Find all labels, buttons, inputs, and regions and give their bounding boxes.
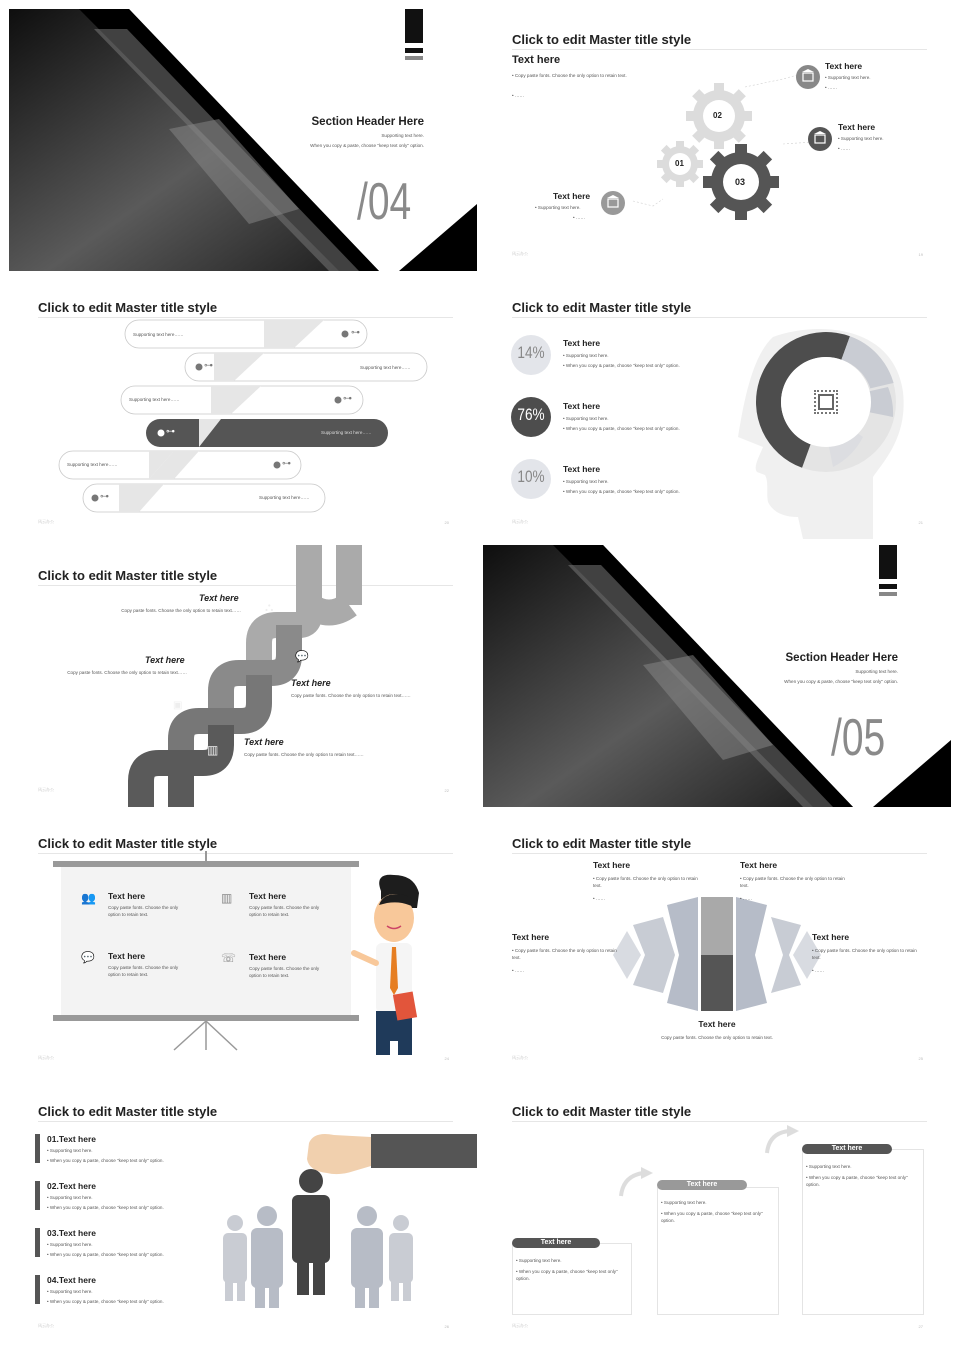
slide-steps[interactable] — [483, 1081, 951, 1343]
item-1-bullet-1: • Supporting text here. — [563, 353, 609, 360]
page-number: 19 — [918, 252, 923, 257]
footer-brand: 风云办公 — [512, 1323, 528, 1328]
item-2-bullet-1: • Supporting text here. — [563, 416, 609, 423]
page-number: 24 — [444, 1056, 449, 1061]
chip-icon — [818, 394, 834, 410]
hierarchy-icon: ⊶ — [204, 360, 213, 370]
hierarchy-icon: ⊶ — [282, 458, 291, 468]
footer-brand: 风云办公 — [512, 1055, 528, 1060]
slide-section-05[interactable] — [483, 545, 951, 807]
pill-text-3: Supporting text here…… — [129, 397, 180, 402]
mid-right-bullet-2: • …… — [812, 968, 824, 975]
step-1-tab: Text here — [512, 1238, 600, 1248]
page-number: 27 — [918, 1324, 923, 1329]
pill-text-1: Supporting text here…… — [133, 332, 184, 337]
businessman-illustration — [354, 875, 419, 1055]
bottom-body: Copy paste fonts. Choose the only option to retain text. — [661, 1035, 773, 1040]
cell-4-heading: Text here — [249, 952, 287, 962]
pill-text-6: Supporting text here…… — [259, 495, 310, 500]
page-number: 20 — [444, 520, 449, 525]
item-1-bullet-2: • When you copy & paste, choose "keep text only" option. — [47, 1158, 164, 1165]
cell-3-body: Copy paste fonts. Choose the only option to retain text. — [108, 965, 179, 977]
slide-gears[interactable] — [483, 9, 951, 271]
main-bullet-2: • …… — [512, 93, 524, 100]
item-2-bullet-1: • Supporting text here. — [47, 1195, 93, 1202]
page-number: 25 — [918, 1056, 923, 1061]
item-4-bullet-2: • When you copy & paste, choose "keep text only" option. — [47, 1299, 164, 1306]
slide-hand-pick[interactable] — [9, 1081, 477, 1343]
item-1-heading: 01.Text here — [47, 1134, 96, 1144]
step-1-bullet-2: • When you copy & paste, choose "keep text only" option. — [516, 1269, 630, 1282]
item-1-body: Copy paste fonts. Choose the only option to retain text…… — [121, 608, 241, 613]
item-2-heading: 02.Text here — [47, 1181, 96, 1191]
buildings-icon: ▥ — [207, 743, 219, 757]
cell-2-heading: Text here — [249, 891, 287, 901]
mid-left-heading: Text here — [512, 932, 550, 942]
pill-text-5: Supporting text here…… — [67, 462, 118, 467]
mid-right-heading: Text here — [838, 122, 876, 132]
mid-right-heading: Text here — [812, 932, 850, 942]
footer-brand: 风云办公 — [38, 1323, 54, 1328]
item-3-heading: Text here — [291, 678, 331, 688]
item-3-heading: 03.Text here — [47, 1228, 96, 1238]
mid-left-bullet-2: • …… — [512, 968, 524, 975]
footer-brand: 风云办公 — [38, 1055, 54, 1060]
step-2-bullet-1: • Supporting text here. — [661, 1200, 707, 1207]
footer-brand: 风云办公 — [512, 519, 528, 524]
bank-icon — [796, 65, 820, 89]
page-number: 26 — [444, 1324, 449, 1329]
mid-right-bullet-1: • Copy paste fonts. Choose the only option to retain text. — [812, 948, 922, 961]
item-2-bullet-2: • When you copy & paste, choose "keep text only" option. — [47, 1205, 164, 1212]
slide-title: Click to edit Master title style — [38, 568, 218, 583]
footer-brand: 风云办公 — [38, 519, 54, 524]
step-3-bullet-1: • Supporting text here. — [806, 1164, 852, 1171]
mid-right-bullet-1: • Supporting text here. — [838, 136, 884, 143]
step-3-bullet-2: • When you copy & paste, choose "keep text only" option. — [806, 1175, 922, 1188]
section-sub-2: When you copy & paste, choose "keep text only" option. — [784, 679, 898, 684]
main-bullet-1: • Copy paste fonts. Choose the only option to retain text. — [512, 73, 637, 80]
bottom-left-heading: Text here — [553, 191, 591, 201]
item-2-body: Copy paste fonts. Choose the only option to retain text…… — [67, 670, 187, 675]
step-3-box — [802, 1149, 924, 1315]
step-1-bullet-1: • Supporting text here. — [516, 1258, 562, 1265]
item-3-body: Copy paste fonts. Choose the only option to retain text…… — [291, 693, 411, 698]
mid-left-bullet-1: • Copy paste fonts. Choose the only option to retain text. — [512, 948, 622, 961]
percent-value-1: 14% — [517, 343, 545, 362]
item-4-body: Copy paste fonts. Choose the only option to retain text…… — [244, 752, 364, 757]
top-right-bullet-1: • Copy paste fonts. Choose the only option to retain text. — [740, 876, 850, 889]
slide-pills[interactable] — [9, 277, 477, 539]
slide-title: Click to edit Master title style — [512, 836, 692, 851]
step-2-bullet-2: • When you copy & paste, choose "keep text only" option. — [661, 1211, 777, 1224]
item-3-bullet-2: • When you copy & paste, choose "keep text only" option. — [47, 1252, 164, 1259]
top-left-heading: Text here — [593, 860, 631, 870]
bottom-heading: Text here — [698, 1019, 736, 1029]
section-header: Section Header Here — [785, 652, 898, 664]
percent-value-3: 10% — [517, 467, 545, 486]
bottom-left-bullet-2: • …… — [573, 215, 585, 222]
exclamation-mark-icon — [879, 545, 897, 600]
bottom-left-bullet-1: • Supporting text here. — [535, 205, 581, 212]
item-1-bullet-1: • Supporting text here. — [47, 1148, 93, 1155]
hierarchy-icon: ⊶ — [166, 426, 175, 436]
exclamation-mark-icon — [405, 9, 423, 64]
mid-right-bullet-2: • …… — [838, 146, 850, 153]
top-right-heading: Text here — [825, 61, 863, 71]
top-right-bullet-2: • …… — [740, 896, 752, 903]
item-1-heading: Text here — [563, 338, 601, 348]
cell-4-body: Copy paste fonts. Choose the only option to retain text. — [249, 966, 320, 978]
chat-icon: 💬 — [295, 651, 309, 663]
step-2-tab: Text here — [657, 1180, 747, 1190]
slide-head-donut[interactable] — [483, 277, 951, 539]
cell-1-body: Copy paste fonts. Choose the only option to retain text. — [108, 905, 179, 917]
item-4-bullet-1: • Supporting text here. — [47, 1289, 93, 1296]
top-right-bullet-1: • Supporting text here. — [825, 75, 871, 82]
item-1-bullet-2: • When you copy & paste, choose "keep text only" option. — [563, 363, 680, 370]
cell-3-heading: Text here — [108, 951, 146, 961]
section-number: /04 — [357, 173, 412, 231]
footer-brand: 风云办公 — [512, 251, 528, 256]
slide-title: Click to edit Master title style — [512, 32, 692, 47]
top-right-bullet-2: • …… — [825, 85, 837, 92]
page-number: 21 — [918, 520, 923, 525]
cell-1-heading: Text here — [108, 891, 146, 901]
footer-brand: 风云办公 — [38, 787, 54, 792]
people-icon: 👥 — [81, 891, 96, 905]
whiteboard-graphic — [9, 813, 477, 1075]
item-2-bullet-2: • When you copy & paste, choose "keep text only" option. — [563, 426, 680, 433]
cell-2-body: Copy paste fonts. Choose the only option to retain text. — [249, 905, 320, 917]
item-2-heading: Text here — [145, 655, 185, 665]
slide-title: Click to edit Master title style — [512, 1104, 692, 1119]
network-icon: ⛬ — [265, 600, 274, 614]
section-sub-2: When you copy & paste, choose "keep text only" option. — [310, 143, 424, 148]
item-3-heading: Text here — [563, 464, 601, 474]
item-3-bullet-1: • Supporting text here. — [47, 1242, 93, 1249]
chat-icon: 💬 — [81, 952, 95, 964]
presentation-icon: ▣ — [173, 700, 183, 711]
section-sub-1: Supporting text here. — [855, 669, 898, 674]
slide-arrows[interactable] — [483, 813, 951, 1075]
slide-whiteboard[interactable] — [9, 813, 477, 1075]
bank-icon — [808, 127, 832, 151]
section-header: Section Header Here — [311, 116, 424, 128]
pills-diagram — [9, 277, 477, 539]
slide-winding-path[interactable] — [9, 545, 477, 807]
phone-icon: ☏ — [221, 951, 237, 965]
slide-title: Click to edit Master title style — [38, 300, 218, 315]
pill-text-4: Supporting text here…… — [321, 430, 372, 435]
gear-label-01: 01 — [675, 159, 684, 168]
head-donut-graphic — [483, 277, 951, 539]
page-number: 22 — [444, 788, 449, 793]
gear-label-02: 02 — [713, 111, 722, 120]
top-left-bullet-2: • …… — [593, 896, 605, 903]
section-sub-1: Supporting text here. — [381, 133, 424, 138]
slide-title: Click to edit Master title style — [38, 1104, 218, 1119]
slide-title: Click to edit Master title style — [512, 300, 692, 315]
gear-label-03: 03 — [735, 177, 746, 187]
percent-value-2: 76% — [517, 405, 545, 424]
item-1-heading: Text here — [199, 593, 239, 603]
top-right-heading: Text here — [740, 860, 778, 870]
hierarchy-icon: ⊶ — [351, 327, 360, 337]
item-3-bullet-2: • When you copy & paste, choose "keep text only" option. — [563, 489, 680, 496]
top-left-bullet-1: • Copy paste fonts. Choose the only option to retain text. — [593, 876, 703, 889]
slide-section-04[interactable] — [9, 9, 477, 271]
section-number: /05 — [831, 709, 886, 767]
bank-icon — [601, 191, 625, 215]
pill-text-2: Supporting text here…… — [360, 365, 411, 370]
hierarchy-icon: ⊶ — [343, 393, 352, 403]
item-3-bullet-1: • Supporting text here. — [563, 479, 609, 486]
main-heading: Text here — [512, 54, 561, 66]
item-2-heading: Text here — [563, 401, 601, 411]
slide-title: Click to edit Master title style — [38, 836, 218, 851]
step-3-tab: Text here — [802, 1144, 892, 1154]
hierarchy-icon: ⊶ — [100, 491, 109, 501]
item-4-heading: 04.Text here — [47, 1275, 96, 1285]
hand-picking-person-illustration — [9, 1081, 477, 1343]
item-4-heading: Text here — [244, 737, 284, 747]
buildings-icon: ▥ — [221, 891, 233, 905]
